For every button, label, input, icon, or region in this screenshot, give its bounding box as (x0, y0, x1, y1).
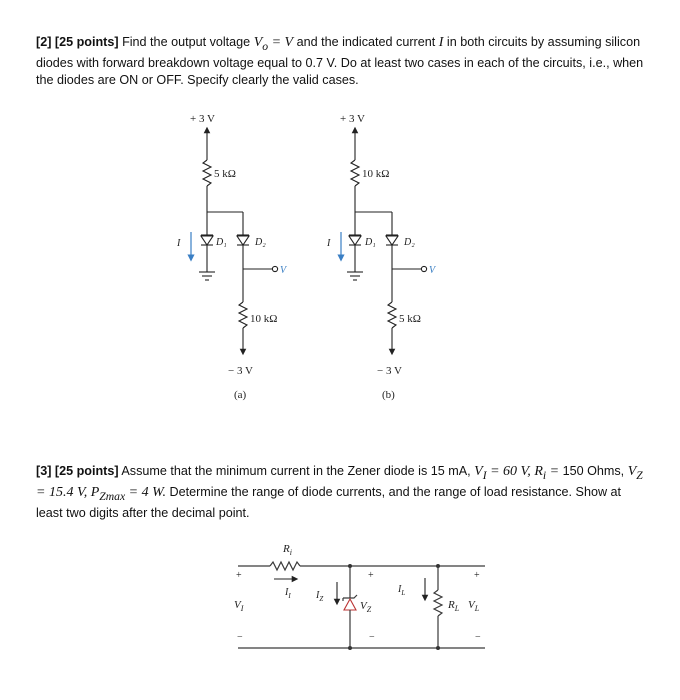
circuit-a (176, 113, 288, 401)
resistor-ri (270, 562, 300, 570)
iz-label: $I_Z$ (316, 590, 324, 603)
circuit-b-supply-top: + 3 V (340, 113, 365, 125)
vz-value: = 15.4 V, (36, 484, 88, 500)
vi-label: $V_I$ (234, 599, 244, 613)
il-label: $I_L$ (398, 584, 406, 597)
rl-label: $R_L$ (448, 599, 460, 613)
circuit-b-d1-label: D₁ (365, 237, 376, 248)
problem-2-text-3: in both circuits by assuming silicon diodes with forward breakdown voltage equal to 0.7 V. Do at least two cases in each of the circuits, i.e., when the diodes are ON or OFF. Specify clearly the valid cases. (36, 35, 644, 87)
pzmax-value: = 4 W. (128, 484, 166, 500)
problem-2-text-1: Find the output voltage (122, 35, 251, 49)
resistor-b-top (351, 160, 359, 186)
vl-plus: + (474, 570, 480, 581)
vi-minus: − (237, 632, 243, 643)
vl-minus: − (475, 632, 481, 643)
circuit-b-r-top-label: 10 kΩ (362, 168, 390, 180)
resistor-rl (434, 590, 442, 616)
circuit-a-current-label: I (177, 238, 181, 249)
diode-a-d1 (201, 235, 213, 245)
diode-a-d2 (237, 235, 249, 245)
diode-b-d1 (349, 235, 361, 245)
vo-equals: = V (271, 35, 294, 50)
problem-3-text-2: Determine the range of diode currents, and the range of load resistance. Show at least two digits after the decimal point. (36, 484, 622, 520)
vz-minus: − (369, 632, 375, 643)
ground-b (347, 272, 363, 280)
output-terminal-b (421, 266, 426, 271)
circuit-a-output-label: V (280, 265, 287, 276)
vl-label: $V_L$ (468, 599, 480, 613)
circuit-a-supply-top: + 3 V (190, 113, 215, 125)
circuit-a-d1-label: D₁ (216, 237, 227, 248)
ri-equals: = (549, 464, 560, 479)
circuit-a-caption: (a) (234, 389, 247, 401)
ground-a (199, 272, 215, 280)
circuit-a-r-bottom-label: 10 kΩ (250, 313, 278, 325)
ri-value: 150 Ohms, (562, 464, 625, 478)
vi-value: = 60 V, (490, 464, 531, 479)
circuit-b-supply-bottom: − 3 V (377, 365, 402, 377)
vz-symbol: $V_Z$ (627, 464, 643, 482)
diode-b-d2 (386, 235, 398, 245)
circuit-a-d2-label: D₂ (255, 237, 266, 248)
vi-symbol: $V_I$ (474, 464, 487, 482)
ii-label: $I_I$ (285, 587, 291, 600)
vz-label: $V_Z$ (360, 600, 372, 614)
circuit-a-supply-bottom: − 3 V (228, 365, 253, 377)
zener-circuit (234, 543, 485, 650)
ri-symbol: $R_i$ (534, 464, 547, 482)
circuit-b-caption: (b) (382, 389, 395, 401)
circuit-b-current-label: I (327, 238, 331, 249)
circuit-a-r-top-label: 5 kΩ (214, 168, 236, 180)
resistor-a-bottom (239, 302, 247, 328)
circuit-b-d2-label: D₂ (404, 237, 415, 248)
problem-3-heading: [3] [25 points] (36, 464, 119, 478)
resistor-a-top (203, 160, 211, 186)
output-terminal-a (272, 266, 277, 271)
pzmax-symbol: $P_{Zmax}$ (90, 484, 126, 503)
problem-2-heading: [2] [25 points] (36, 35, 119, 49)
vz-plus: + (368, 570, 374, 581)
ri-label: $R_i$ (283, 543, 292, 557)
problem-3-text-1: Assume that the minimum current in the Zener diode is 15 mA, (121, 464, 471, 478)
current-symbol: I (438, 35, 444, 50)
vo-symbol: $V_o$ (253, 35, 269, 53)
vi-plus: + (236, 570, 242, 581)
circuit-b-output-label: V (429, 265, 436, 276)
resistor-b-bottom (388, 302, 396, 328)
circuit-b-r-bottom-label: 5 kΩ (399, 313, 421, 325)
problem-2-text-2: and the indicated current (296, 35, 436, 49)
circuit-b (326, 113, 437, 401)
